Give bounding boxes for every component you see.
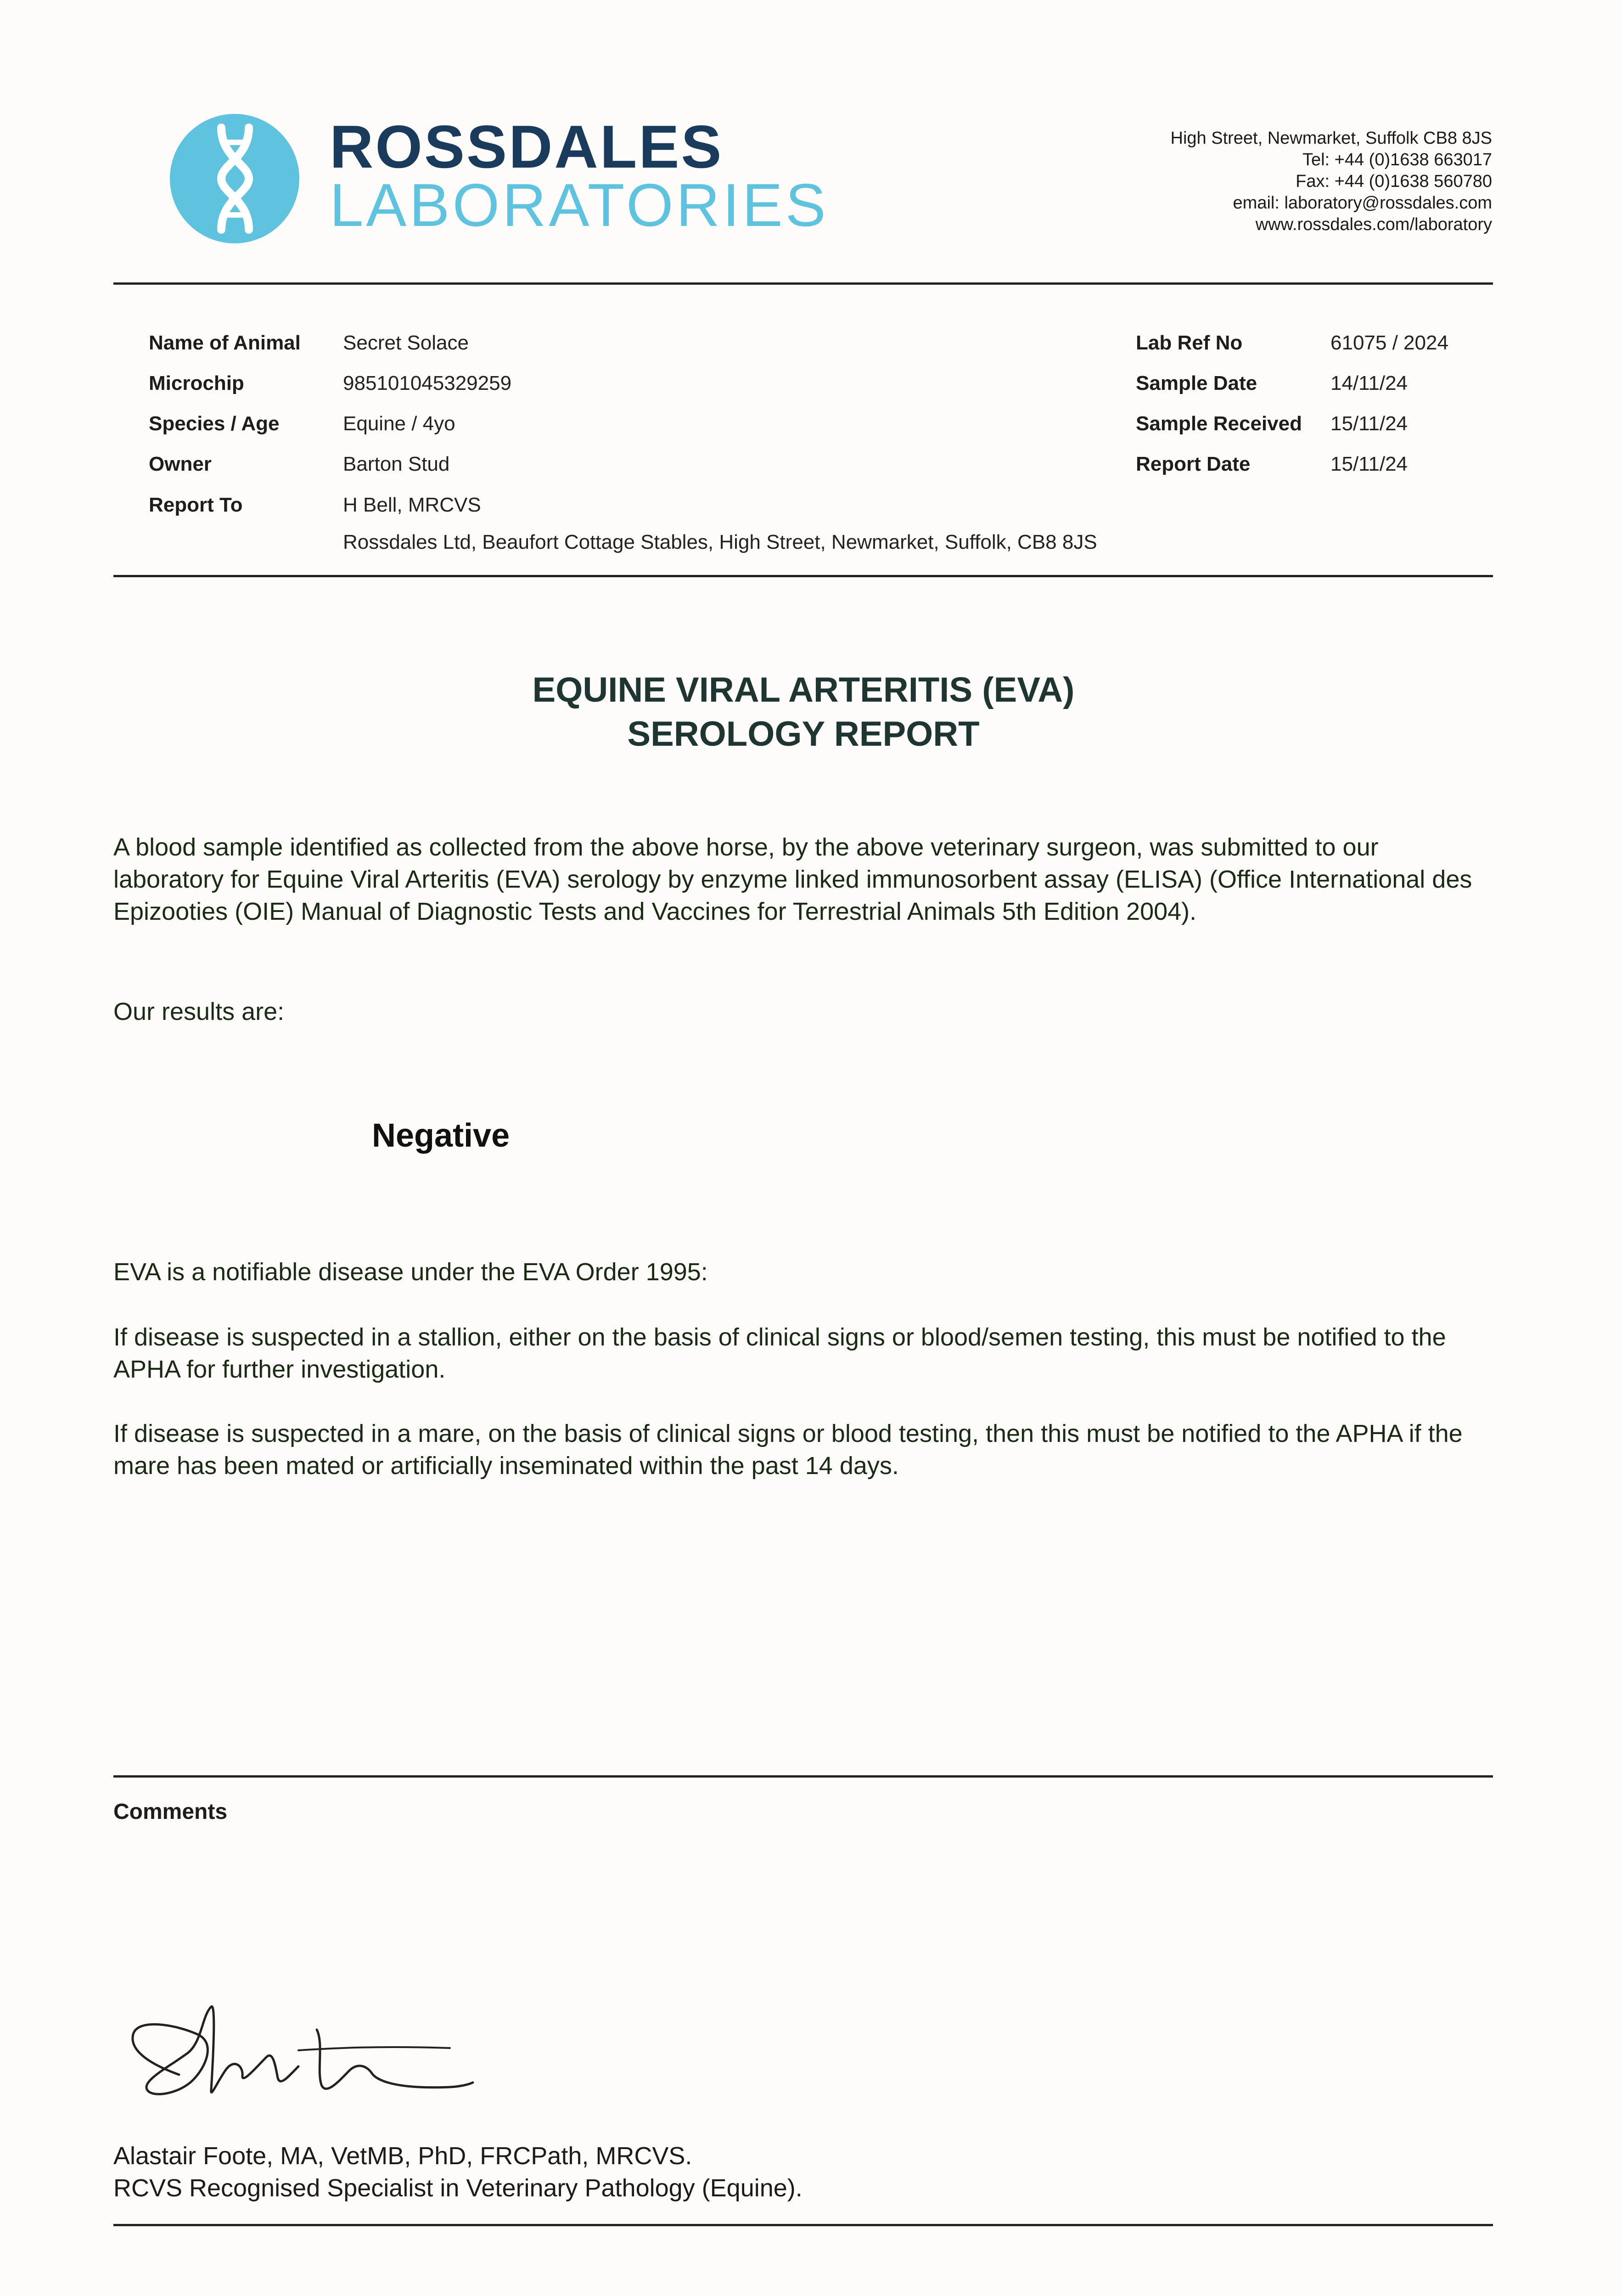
signature [119,1998,477,2110]
lab-ref-value: 61075 / 2024 [1330,332,1448,354]
lab-ref-label: Lab Ref No [1136,332,1243,354]
comments-divider [113,1775,1493,1778]
contact-block [1171,128,1492,236]
mare-note: If disease is suspected in a mare, on the basis of clinical signs or blood testing, then this must be notified to the APHA if the mare has been mated or artificially inseminated within the past 14 days. [113,1420,1463,1480]
report-title-line1: EQUINE VIRAL ARTERITIS (EVA) [532,670,1075,709]
report-to-label: Report To [149,494,243,516]
report-title [0,668,1607,756]
footer-divider [113,2224,1493,2226]
header-divider [113,282,1493,285]
owner-label: Owner [149,453,212,475]
species-label: Species / Age [149,412,280,435]
report-date-label: Report Date [1136,453,1251,475]
telephone: Tel: +44 (0)1638 663017 [1302,150,1492,169]
report-to-address: Rossdales Ltd, Beaufort Cottage Stables, High Street, Newmarket, Suffolk, CB8 8JS [343,531,1097,553]
signer-block [113,2140,803,2204]
signer-title: RCVS Recognised Specialist in Veterinary Pathology (Equine). [113,2174,803,2202]
report-to-value: H Bell, MRCVS [343,494,481,516]
report-title-line2: SEROLOGY REPORT [627,715,980,754]
notifiable-statement: EVA is a notifiable disease under the EVA Order 1995: [113,1258,708,1286]
sample-received-label: Sample Received [1136,412,1302,435]
microchip-label: Microchip [149,372,244,394]
name-label: Name of Animal [149,332,301,354]
owner-value: Barton Stud [343,453,450,475]
stallion-note: If disease is suspected in a stallion, either on the basis of clinical signs or blood/semen testing, this must be notified to the APHA for further investigation. [113,1323,1446,1383]
email-link[interactable]: email: laboratory@rossdales.com [1233,193,1492,213]
microchip-value: 985101045329259 [343,372,512,394]
species-value: Equine / 4yo [343,412,455,435]
website-link[interactable]: www.rossdales.com/laboratory [1255,215,1492,234]
sample-date-value: 14/11/24 [1330,372,1408,394]
sample-received-value: 15/11/24 [1330,412,1408,435]
fax: Fax: +44 (0)1638 560780 [1296,172,1492,191]
report-date-value: 15/11/24 [1330,453,1408,475]
dna-helix-icon [170,114,299,243]
result-value: Negative [372,1117,510,1154]
results-intro: Our results are: [113,998,285,1025]
brand-name-line1: ROSSDALES [330,113,724,180]
details-divider [113,575,1493,577]
comments-label: Comments [113,1800,228,1824]
brand-name-line2: LABORATORIES [330,171,829,239]
signer-name: Alastair Foote, MA, VetMB, PhD, FRCPath, MRCVS. [113,2142,692,2170]
intro-paragraph: A blood sample identified as collected from the above horse, by the above veterinary surgeon, was submitted to our laboratory for Equine Viral Arteritis (EVA) serology by enzyme linked immunosorbent assay (ELISA) (Office International des Epizooties (OIE) Manual of Diagnostic Tests and Vaccines for Terrestrial Animals 5th Edition 2004). [113,833,1472,925]
name-value: Secret Solace [343,332,469,354]
address: High Street, Newmarket, Suffolk CB8 8JS [1170,129,1492,148]
sample-date-label: Sample Date [1136,372,1257,394]
